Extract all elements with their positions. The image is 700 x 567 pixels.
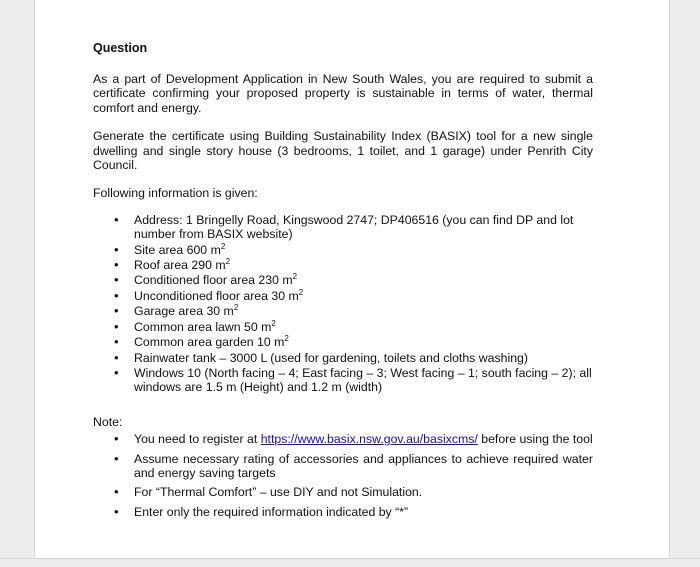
notes-list — [93, 432, 593, 519]
info-item-garage-area: • Garage area 30 $m^2$ — [114, 304, 593, 318]
info-item-address: • Address: 1 Bringelly Road, Kingswood 2747; DP406516 (you can find DP and lot number from BASIX website) — [114, 213, 593, 242]
note-item-register: • You need to register at https://www.basix.nsw.gov.au/basixcms/ before using the tool — [114, 432, 593, 446]
task-paragraph: Generate the certificate using Building Sustainability Index (BASIX) tool for a new single dwelling and single story house (3 bedrooms, 1 toilet, and 1 garage) under Penrith City Council. — [93, 129, 593, 173]
viewer-right-margin — [669, 0, 700, 567]
info-item-rainwater-tank: • Rainwater tank – 3000 L (used for gardening, toilets and cloths washing) — [114, 351, 593, 365]
given-info-paragraph: Following information is given: — [93, 186, 258, 201]
info-list — [93, 213, 593, 395]
document-page — [93, 40, 593, 524]
note-label: Note: — [93, 414, 123, 429]
question-heading: Question — [93, 41, 148, 55]
info-item-conditioned-floor: • Conditioned floor area 230 $m^2$ — [114, 273, 593, 287]
basix-link[interactable]: https://www.basix.nsw.gov.au/basixcms/ — [260, 432, 478, 447]
info-item-windows: • Windows 10 (North facing – 4; East facing – 3; West facing – 1; south facing – 2); all windows are 1.5 m (Height) and 1.2 m (width) — [114, 366, 593, 395]
note-item-enter: • Enter only the required information indicated by “*” — [114, 505, 593, 519]
info-item-garden: • Common area garden 10 $m^2$ — [114, 335, 593, 349]
info-item-lawn: • Common area lawn 50 $m^2$ — [114, 320, 593, 334]
info-item-site-area: • Site area 600 $m^2$ — [114, 243, 593, 257]
note-item-thermal: • For “Thermal Comfort” – use DIY and not Simulation. — [114, 485, 593, 499]
viewer-bottom-margin — [0, 558, 700, 567]
info-item-unconditioned-floor: • Unconditioned floor area 30 $m^2$ — [114, 289, 593, 303]
intro-paragraph: As a part of Development Application in New South Wales, you are required to submit a certificate confirming your proposed property is sustainable in terms of water, thermal comfort and energy. — [93, 72, 593, 115]
info-item-roof-area: • Roof area 290 $m^2$ — [114, 258, 593, 272]
viewer-left-margin — [0, 0, 35, 567]
note-item-assume: • Assume necessary rating of accessories and appliances to achieve required water and energy saving targets — [114, 452, 593, 481]
